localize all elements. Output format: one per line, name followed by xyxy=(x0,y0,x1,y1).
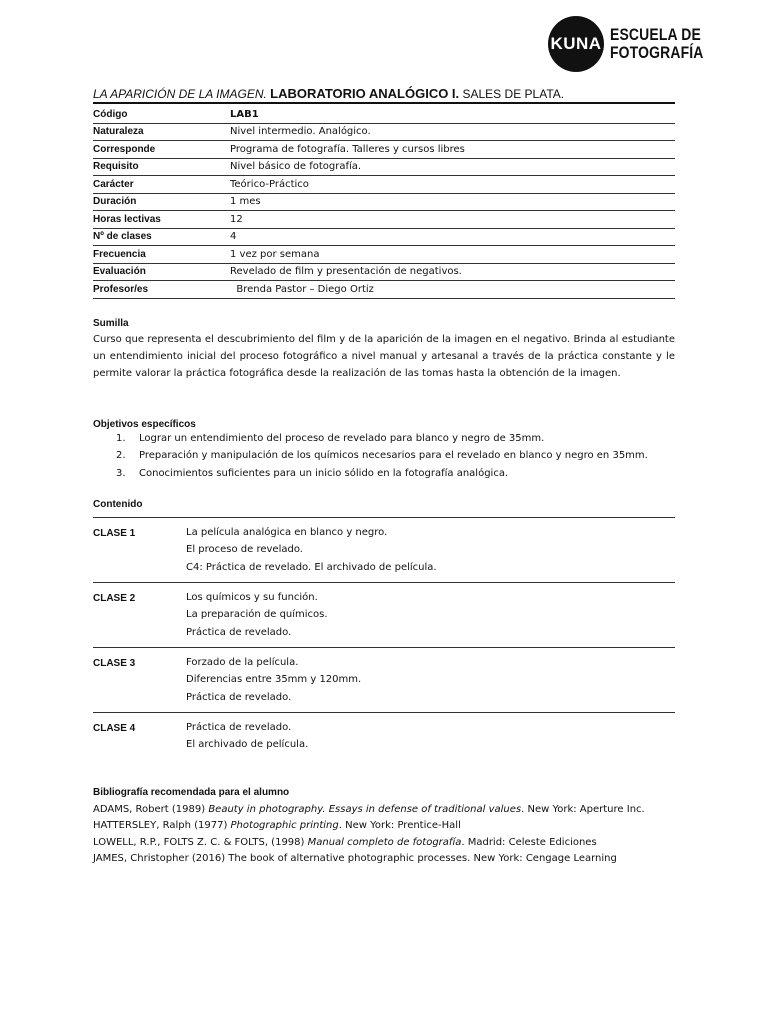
bibliography-heading: Bibliografía recomendada para el alumno xyxy=(93,787,290,798)
info-key: Carácter xyxy=(93,176,230,194)
info-row xyxy=(93,228,675,246)
class-topic: C4: Práctica de revelado. El archivado de película. xyxy=(186,561,437,573)
objective-number: 1. xyxy=(116,433,126,444)
info-row xyxy=(93,106,675,123)
info-row xyxy=(93,123,675,141)
info-value: Teórico-Práctico xyxy=(230,176,675,194)
info-key: Frecuencia xyxy=(93,246,230,264)
class-topic: Práctica de revelado. xyxy=(186,691,292,703)
objective-number: 3. xyxy=(116,467,126,479)
info-value: 12 xyxy=(230,211,675,229)
info-value: Programa de fotografía. Talleres y cursos libres xyxy=(230,141,675,159)
bibliography-post: . New York: Prentice-Hall xyxy=(338,820,461,832)
class-topic: Práctica de revelado. xyxy=(186,626,292,638)
info-value: 1 mes xyxy=(230,193,675,211)
class-topic: Forzado de la película. xyxy=(186,657,299,668)
class-topic: El proceso de revelado. xyxy=(186,544,303,556)
objective-text: Lograr un entendimiento del proceso de revelado para blanco y negro de 35mm. xyxy=(139,433,545,444)
info-key: Código xyxy=(93,106,230,123)
info-value: Nivel intermedio. Analógico. xyxy=(230,123,675,141)
info-value: 1 vez por semana xyxy=(230,246,675,264)
class-topic: El archivado de película. xyxy=(186,739,309,751)
class-topic: Los químicos y su función. xyxy=(186,592,318,603)
bibliography-it: Beauty in photography. Essays in defense of traditional values xyxy=(208,803,522,815)
objective-text: Preparación y manipulación de los químicos necesarios para el revelado en blanco y negro en 35mm. xyxy=(139,450,648,462)
bibliography-entry xyxy=(93,837,693,854)
objective-number: 2. xyxy=(116,450,126,462)
bibliography-pre: ADAMS, Robert (1989) xyxy=(93,803,209,815)
class-topic: La película analógica en blanco y negro. xyxy=(186,527,388,538)
info-row xyxy=(93,263,675,281)
bibliography-pre: LOWELL, R.P., FOLTS Z. C. & FOLTS, (1998) xyxy=(93,836,308,848)
title-part-3: SALES DE PLATA. xyxy=(462,87,565,101)
objective-text: Conocimientos suficientes para un inicio sólido en la fotografía analógica. xyxy=(139,467,509,479)
school-logo xyxy=(548,16,724,72)
info-value: Revelado de film y presentación de negativos. xyxy=(230,263,675,281)
class-block xyxy=(93,712,675,751)
class-block xyxy=(93,647,675,703)
info-row xyxy=(93,176,675,194)
class-label: CLASE 3 xyxy=(93,658,136,669)
logo-line-2: FOTOGRAFÍA xyxy=(610,43,704,62)
objective-item xyxy=(116,433,676,450)
info-key: Nº de clases xyxy=(93,228,230,246)
logo-line-1: ESCUELA DE xyxy=(610,25,701,44)
bibliography-post: . New York: Aperture Inc. xyxy=(521,803,645,815)
info-key: Requisito xyxy=(93,158,230,176)
class-block xyxy=(93,517,675,573)
title-part-1: LA APARICIÓN DE LA IMAGEN. xyxy=(93,87,267,101)
class-topic: Diferencias entre 35mm y 120mm. xyxy=(186,674,362,686)
bibliography-it: Manual completo de fotografía xyxy=(307,836,462,848)
sumilla-text: Curso que representa el descubrimiento del film y de la aparición de la imagen en el negativo. Brinda al estudiante un entendimiento inicial del proceso fotográfico a nivel manual y artesanal a través de la práctica constante y le permite valorar la práctica fotográfica desde la realización de las tomas hasta la obtención de la imagen. xyxy=(93,334,675,379)
bibliography xyxy=(93,787,693,870)
objetivos-list xyxy=(116,433,676,485)
info-row xyxy=(93,158,675,176)
info-key: Horas lectivas xyxy=(93,211,230,229)
info-value: Nivel básico de fotografía. xyxy=(230,158,675,176)
info-key: Evaluación xyxy=(93,263,230,281)
course-info-table xyxy=(93,106,675,299)
info-value: Brenda Pastor – Diego Ortiz xyxy=(230,281,675,299)
document-title xyxy=(93,86,675,104)
class-label: CLASE 2 xyxy=(93,593,136,604)
bibliography-it: Photographic printing xyxy=(230,820,339,832)
bibliography-entry xyxy=(93,804,693,821)
info-value: 4 xyxy=(230,228,675,246)
bibliography-pre: HATTERSLEY, Ralph (1977) xyxy=(93,820,231,832)
info-key: Profesor/es xyxy=(93,281,230,299)
info-key: Duración xyxy=(93,193,230,211)
info-row xyxy=(93,281,675,299)
bibliography-entry xyxy=(93,820,693,837)
info-value: LAB1 xyxy=(230,106,675,123)
sumilla-heading: Sumilla xyxy=(93,318,129,329)
class-label: CLASE 1 xyxy=(93,528,136,539)
title-part-2: LABORATORIO ANALÓGICO I. xyxy=(270,86,460,101)
bibliography-pre: JAMES, Christopher (2016) The book of alternative photographic processes. New York: Cengage Learning xyxy=(93,853,617,865)
class-label: CLASE 4 xyxy=(93,723,136,734)
class-topic: Práctica de revelado. xyxy=(186,722,292,733)
info-key: Naturaleza xyxy=(93,123,230,141)
info-row xyxy=(93,246,675,264)
class-block xyxy=(93,582,675,638)
info-key: Corresponde xyxy=(93,141,230,159)
objetivos-heading: Objetivos específicos xyxy=(93,419,196,430)
info-row xyxy=(93,141,675,159)
objective-item xyxy=(116,450,676,467)
class-topic: La preparación de químicos. xyxy=(186,609,328,621)
bibliography-post: . Madrid: Celeste Ediciones xyxy=(461,836,597,848)
info-row xyxy=(93,193,675,211)
info-row xyxy=(93,211,675,229)
logo-wordmark xyxy=(610,26,724,62)
bibliography-entry xyxy=(93,853,693,870)
logo-mark: KUNA xyxy=(548,16,604,72)
contenido-heading: Contenido xyxy=(93,499,143,510)
objective-item xyxy=(116,468,676,485)
